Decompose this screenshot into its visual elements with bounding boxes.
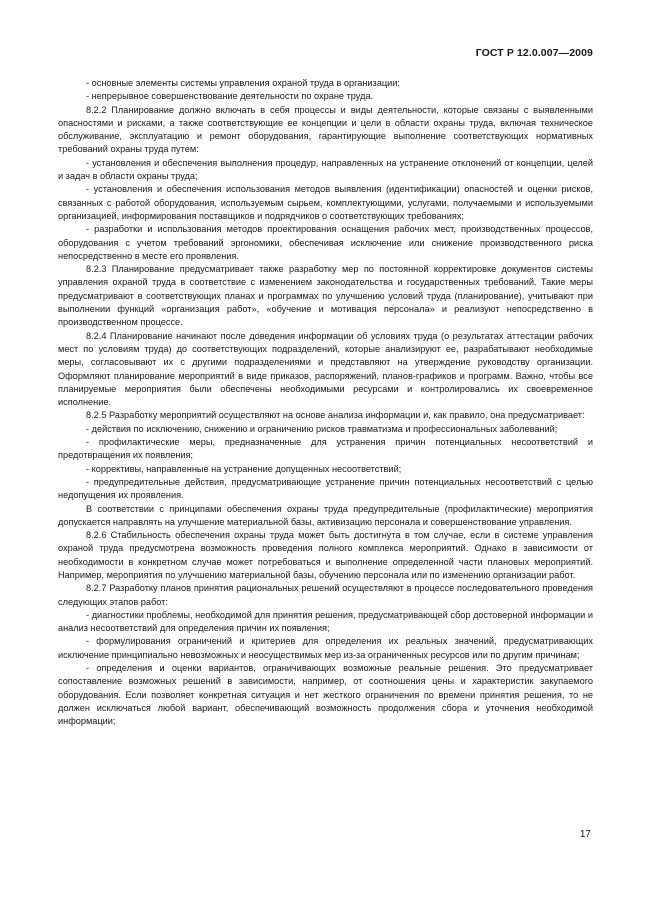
document-body	[58, 77, 593, 729]
paragraph: 8.2.7 Разработку планов принятия рациональных решений осуществляют в процессе последовательного проведения следующих этапов работ:	[58, 583, 593, 607]
paragraph: - коррективы, направленные на устранение допущенных несоответствий;	[86, 463, 402, 474]
paragraph: 8.2.2 Планирование должно включать в себя процессы и виды деятельности, которые связаны с выявленными опасностями и рисками, а также соответствующие ее концепции и цели в области охраны труда, включая техническое обслуживание, эксплуатацию и ремонт оборудования, гарантирующие выполнение соответствующих нормативных требований охраны труда путем:	[58, 104, 593, 155]
paragraph: - диагностики проблемы, необходимой для принятия решения, предусматривающей сбор достоверной информации и анализ несоответствий для определения причин их появления;	[58, 609, 593, 634]
paragraph: - формулирования ограничений и критериев для определения их реальных значений, предусматривающих исключение принципиально невозможных и неосуществимых мер из-за ограниченных ресурсов или по другим причинам;	[58, 636, 593, 660]
paragraph: 8.2.6 Стабильность обеспечения охраны труда может быть достигнута в том случае, если в системе управления охраной труда предусмотрена возможность проведения полного комплекса мероприятий. Однако в зависимости от необходимости в конкретном случае может потребоваться и выполнение определенной части плановых мероприятий. Например, мероприятия по улучшению материальной базы, обучению персонала или по изменению организации работ.	[58, 530, 593, 580]
paragraph: - предупредительные действия, предусматривающие устранение причин потенциальных несоответствий с целью недопущения их проявления.	[58, 476, 593, 501]
paragraph: - установления и обеспечения выполнения процедур, направленных на устранение отклонений от концепции, целей и задач в области охраны труда;	[58, 157, 593, 182]
paragraph: - разработки и использования методов проектирования оснащения рабочих мест, производственных процессов, оборудования с учетом требований эргономики, обеспечивая исключение или снижение производственного риска непосредственно в месте его проявления.	[58, 224, 593, 261]
paragraph: - установления и обеспечения использования методов выявления (идентификации) опасностей и оценки рисков, связанных с работой оборудования, используемым сырьем, комплектующими, услугами, получаемыми и используемыми организацией, информирования поставщиков и подрядчиков о соответствующих требованиях;	[58, 184, 593, 221]
paragraph: - основные элементы системы управления охраной труда в организации;	[86, 78, 400, 88]
page-number: 17	[579, 829, 591, 840]
paragraph: 8.2.5 Разработку мероприятий осуществляют на основе анализа информации и, как правило, она предусматривает:	[86, 410, 585, 421]
paragraph: - определения и оценки вариантов, ограничивающих возможные реальные решения. Это предусматривает сопоставление возможных решений в зависимости, например, от соотношения цены и характеристик закупаемого оборудования. Если позволяет конкретная ситуация и нет жесткого ограничения по времени принятия решения, то не должен исключаться любой вариант, обеспечивающий возможность продолжения сбора и уточнения необходимой информации;	[58, 663, 593, 727]
paragraph: - действия по исключению, снижению и ограничению рисков травматизма и профессиональных заболеваний;	[86, 423, 558, 434]
paragraph: - непрерывное совершенствование деятельности по охране труда.	[86, 91, 374, 102]
paragraph: В соответствии с принципами обеспечения охраны труда предупредительные (профилактические) мероприятия допускается направлять на улучшение материальной базы, активизацию персонала и совершенствование управления.	[58, 503, 593, 527]
paragraph: 8.2.3 Планирование предусматривает также разработку мер по постоянной корректировке документов системы управления охраной труда в соответствие с изменением законодательства и государственных требований. Такие меры предусматривают в соответствующих планах и программах по улучшению условий труда (планирование), учитывают при выполнении функций «организация работ», «обучение и мотивация персонала» и реализуют непосредственно в производственном процессе.	[58, 264, 593, 328]
paragraph: 8.2.4 Планирование начинают после доведения информации об условиях труда (о результатах аттестации рабочих мест по условиям труда) до соответствующих подразделений, которые анализируют ее, разрабатывают необходимые меры, согласовывают их с другими подразделениями и представляют на утверждение руководству организации. Оформляют планирование мероприятий в виде приказов, распоряжений, планов-графиков и программ. Важно, чтобы все планируемые мероприятия были обеспечены необходимыми ресурсами и контролировались их своевременное исполнение.	[58, 330, 593, 408]
paragraph: - профилактические меры, предназначенные для устранения причин потенциальных несоответствий и предотвращения их появления;	[58, 437, 593, 461]
standard-header: ГОСТ Р 12.0.007—2009	[475, 47, 593, 59]
